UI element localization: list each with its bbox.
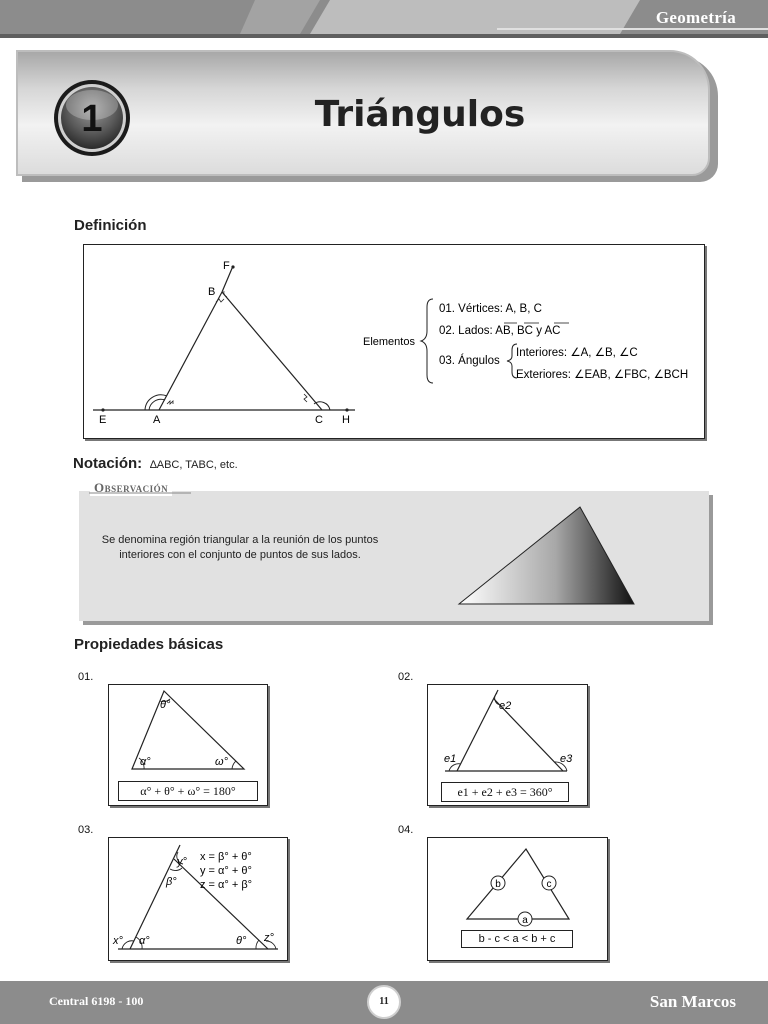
item-exteriores: Exteriores: ∠EAB, ∠FBC, ∠BCH <box>516 369 689 381</box>
notacion-label: Notación: <box>73 455 143 472</box>
item-vertices: 01. Vértices: A, B, C <box>439 303 542 315</box>
elementos-label: Elementos <box>363 336 415 348</box>
chapter-badge <box>53 79 131 157</box>
prop-01-number: 01. <box>78 671 94 683</box>
prop-02-number: 02. <box>398 671 414 683</box>
prop-02-formula: e1 + e2 + e3 = 360° <box>441 782 569 802</box>
p2-e1: e1 <box>444 753 457 765</box>
p3-beta: β° <box>166 876 177 888</box>
label-b: B <box>208 286 216 298</box>
header-underline <box>497 28 768 30</box>
p3-x: x° <box>113 935 123 947</box>
footer-right-text: San Marcos <box>649 992 736 1011</box>
notacion-value: ∆ABC, TABC, etc. <box>150 459 238 471</box>
observacion-tag: Observación <box>90 480 172 496</box>
p1-left-angle: α° <box>140 756 151 768</box>
p3-theta: θ° <box>236 935 247 947</box>
chapter-title: Triángulos <box>314 94 526 135</box>
subject-title: Geometría <box>655 8 736 27</box>
prop-01-figure <box>108 684 268 774</box>
prop-03-figure <box>108 837 288 961</box>
label-e: E <box>99 414 107 426</box>
p4-b: b <box>495 879 501 890</box>
footer-left-text: Central 6198 - 100 <box>49 994 144 1008</box>
label-h: H <box>342 414 350 426</box>
p4-c: c <box>546 879 552 890</box>
chapter-number: 1 <box>81 98 103 140</box>
observacion-tag-underline <box>79 480 209 494</box>
item-interiores: Interiores: ∠A, ∠B, ∠C <box>516 347 638 359</box>
p3-eq3: z = α° + β° <box>200 879 253 891</box>
header-rule <box>0 34 768 38</box>
triangular-region-figure <box>455 503 639 609</box>
p1-right-angle: ω° <box>215 756 228 768</box>
prop-02-figure <box>427 684 588 774</box>
label-f: F <box>223 260 230 272</box>
p3-y: y° <box>177 856 187 868</box>
p2-e3: e3 <box>560 753 573 765</box>
prop-04-formula: b - c < a < b + c <box>461 930 573 948</box>
label-a: A <box>153 414 161 426</box>
definicion-heading: Definición <box>74 217 147 234</box>
triangle-definition-figure <box>83 244 705 439</box>
observacion-text: Se denomina región triangular a la reunión de los puntos interiores con el conjunto de puntos de sus lados. <box>101 534 379 561</box>
prop-01-formula: α° + θ° + ω° = 180° <box>118 781 258 801</box>
propiedades-heading: Propiedades básicas <box>74 636 224 653</box>
p3-z: z° <box>264 932 274 944</box>
prop-04-number: 04. <box>398 824 414 836</box>
p1-top-angle: θ° <box>160 699 171 711</box>
p3-eq2: y = α° + θ° <box>200 865 252 877</box>
header-decoration <box>0 0 768 38</box>
p3-alpha: α° <box>139 935 150 947</box>
item-lados: 02. Lados: AB, BC y AC <box>439 325 561 337</box>
page-number: 11 <box>367 985 401 1019</box>
p3-eq1: x = β° + θ° <box>200 851 252 863</box>
label-c: C <box>315 414 323 426</box>
p4-a: a <box>522 915 528 926</box>
prop-03-number: 03. <box>78 824 94 836</box>
item-angulos: 03. Ángulos <box>439 355 500 367</box>
p2-e2: e2 <box>499 700 512 712</box>
